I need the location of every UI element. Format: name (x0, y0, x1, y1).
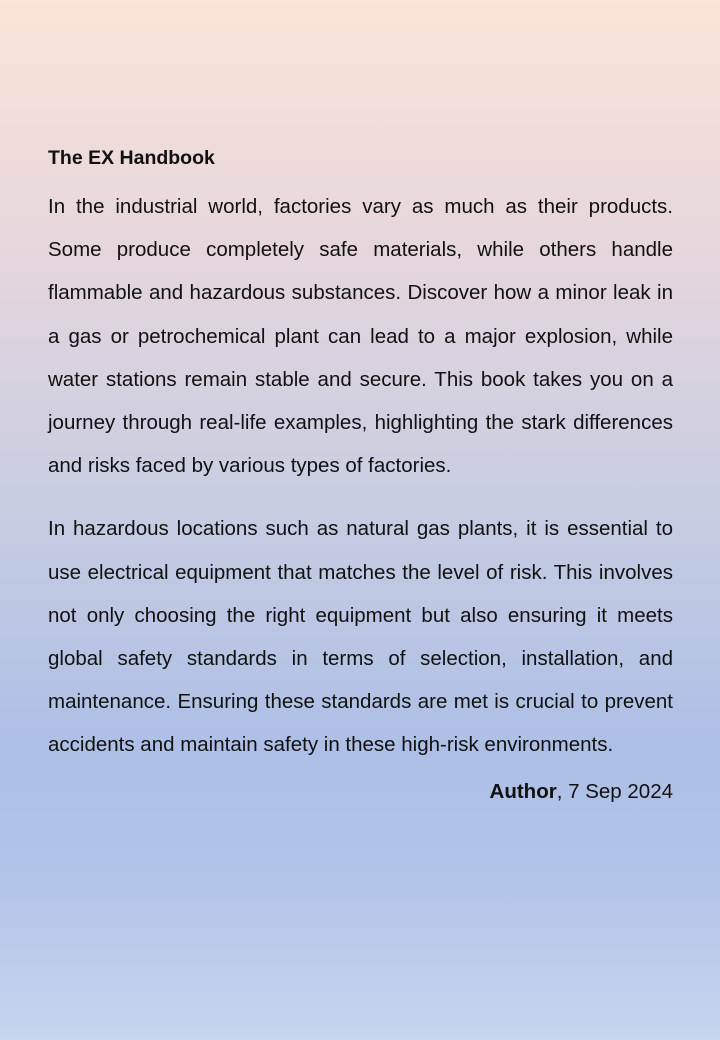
signature-separator: , (556, 779, 569, 803)
paragraph-intro: In the industrial world, factories vary as much as their products. Some produce completely safe materials, while others handle flammable and hazardous substances. Discover how a minor leak in a gas or petrochemical plant can lead to a major explosion, while water stations remain stable and secure. This book takes you on a journey through real-life examples, highlighting the stark differences and risks faced by various types of factories. (48, 195, 673, 478)
author-name: Author (489, 779, 557, 803)
document-body (48, 144, 673, 806)
document-title: The EX Handbook (48, 147, 215, 169)
paragraph-hazardous-locations: In hazardous locations such as natural gas plants, it is essential to use electrical equipment that matches the level of risk. This involves not only choosing the right equipment but also ensuring it meets global safety standards in terms of selection, installation, and maintenance. Ensuring these standards are met is crucial to prevent accidents and maintain safety in these high-risk environments. (48, 517, 673, 757)
signature-date: 7 Sep 2024 (568, 779, 673, 803)
signature-line (48, 778, 673, 806)
